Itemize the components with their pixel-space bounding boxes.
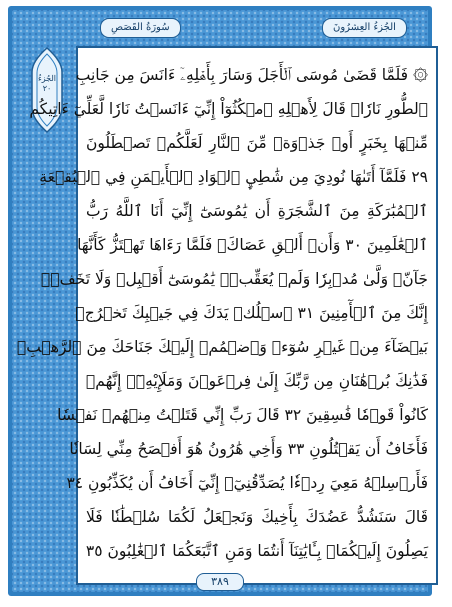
header-bar [22, 16, 418, 38]
surah-label: سُورَةُ القَصَصِ [100, 18, 181, 38]
sidebar-juz-badge [30, 74, 64, 94]
verse-line: ٱلۡمُبَٰرَكَةِ مِنَ ٱلشَّجَرَةِ أَن يَٰمُوسَىٰٓ إِنِّيٓ أَنَا ٱللَّهُ رَبُّ [86, 202, 428, 220]
page-frame [8, 6, 432, 596]
verse-line: قَالَ سَنَشُدُّ عَضُدَكَ بِأَخِيكَ وَنَجۡعَلُ لَكُمَا سُلۡطَٰنٗا فَلَا [86, 508, 428, 526]
juz-label: الجُزءُ العِشرُونَ [322, 18, 407, 38]
verse-line: جَآنّٞ وَلَّىٰ مُدۡبِرٗا وَلَمۡ يُعَقِّبۡۚ يَٰمُوسَىٰٓ أَقۡبِلۡ وَلَا تَخَفۡۖ [41, 270, 428, 288]
verse-line: يَصِلُونَ إِلَيۡكُمَاۚ بِـَٔايَٰتِنَآ أَنتُمَا وَمَنِ ٱتَّبَعَكُمَا ٱلۡغَٰلِبُونَ ٣٥ [85, 542, 428, 560]
verse-line: ٱلۡعَٰلَمِينَ ٣٠ وَأَنۡ أَلۡقِ عَصَاكَۚ فَلَمَّا رَءَاهَا تَهۡتَزُّ كَأَنَّهَا [77, 236, 428, 254]
verse-line: كَانُواْ قَوۡمٗا فَٰسِقِينَ ٣٢ قَالَ رَبِّ إِنِّي قَتَلۡتُ مِنۡهُمۡ نَفۡسٗا [57, 406, 428, 424]
verse-line: فَأَخَافُ أَن يَقۡتُلُونِ ٣٣ وَأَخِي هَٰرُونُ هُوَ أَفۡصَحُ مِنِّي لِسَانٗا [69, 440, 428, 458]
verse-line: بَيۡضَآءَ مِنۡ غَيۡرِ سُوٓءٖ وَٱضۡمُمۡ إِلَيۡكَ جَنَاحَكَ مِنَ ٱلرَّهۡبِۖ [17, 338, 428, 356]
verse-line: فَذَٰنِكَ بُرۡهَٰنَانِ مِن رَّبِّكَ إِلَىٰ فِرۡعَوۡنَ وَمَلَإِيْهِۦٓۚ إِنَّهُمۡ [86, 372, 428, 390]
footer [12, 570, 428, 592]
sidebar-juz-label: الجُزءُ [38, 74, 56, 83]
verse-line: مِّنۡهَا بِخَبَرٍ أَوۡ جَذۡوَةٖ مِّنَ ٱلنَّارِ لَعَلَّكُمۡ تَصۡطَلُونَ [86, 134, 428, 152]
page-number: ٣٨٩ [196, 573, 244, 591]
sidebar-juz-number: ٢٠ [42, 84, 52, 93]
verse-line: ٱلطُّورِ نَارٗاۖ قَالَ لِأَهۡلِهِ ٱمۡكُثُوٓاْ إِنِّيٓ ءَانَسۡتُ نَارٗا لَّعَلِّيٓ ءَاتِيكُم [29, 100, 428, 118]
verse-line: إِنَّكَ مِنَ ٱلۡأٓمِنِينَ ٣١ ٱسۡلُكۡ يَدَكَ فِي جَيۡبِكَ تَخۡرُجۡ [75, 304, 428, 322]
frame-pattern [12, 10, 428, 592]
verse-line: فَأَرۡسِلۡهُ مَعِيَ رِدۡءٗا يُصَدِّقُنِيٓۖ إِنِّيٓ أَخَافُ أَن يُكَذِّبُونِ ٣٤ [66, 474, 428, 492]
verse-line: ٢٩ فَلَمَّآ أَتَىٰهَا نُودِيَ مِن شَٰطِيِٕ ٱلۡوَادِ ٱلۡأَيۡمَنِ فِي ٱلۡبُقۡعَةِ [39, 168, 428, 186]
verse-line: ۞ فَلَمَّا قَضَىٰ مُوسَى ٱلۡأَجَلَ وَسَارَ بِأَهۡلِهِۦٓ ءَانَسَ مِن جَانِبِ [75, 66, 428, 84]
